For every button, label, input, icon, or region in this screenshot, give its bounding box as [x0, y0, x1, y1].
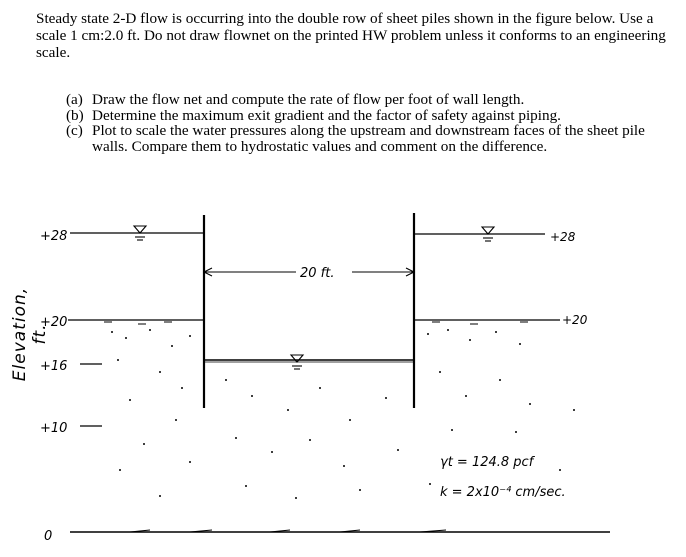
- problem-intro: Steady state 2-D flow is occurring into the double row of sheet piles shown in the figure below. Use a scale 1 cm:2.0 ft. Do not draw flownet on the printed HW problem unless it conforms to an engineering scale.: [36, 10, 666, 61]
- soil-dashes: [104, 322, 528, 532]
- elevation-label-10: +10: [40, 421, 68, 436]
- elevation-axis-title: Elevation, ft.: [10, 286, 50, 382]
- elevation-label-28: +28: [40, 229, 68, 244]
- item-label: (c): [66, 122, 83, 139]
- item-text: Determine the maximum exit gradient and the factor of safety against piping.: [92, 106, 561, 124]
- elevation-label-20: +20: [40, 315, 68, 330]
- item-text: Draw the flow net and compute the rate of flow per foot of wall length.: [92, 91, 525, 108]
- item-text: Plot to scale the water pressures along the upstream and downstream faces of the sheet pile walls. Compare them to hydrostatic values and comment on the difference.: [92, 122, 645, 155]
- soil-hatching: [111, 329, 575, 499]
- elevation-label-0: 0: [44, 529, 53, 544]
- item-label: (a): [66, 91, 83, 108]
- permeability-label: k = 2x10⁻⁴ cm/sec.: [440, 485, 566, 500]
- right-elevation-label-20: +20: [562, 313, 588, 327]
- pile-spacing-label: 20 ft.: [300, 266, 335, 281]
- elevation-label-16: +16: [40, 359, 68, 374]
- unit-weight-label: γt = 124.8 pcf: [440, 455, 534, 470]
- right-elevation-label-28: +28: [550, 230, 576, 244]
- item-label: (b): [66, 106, 84, 124]
